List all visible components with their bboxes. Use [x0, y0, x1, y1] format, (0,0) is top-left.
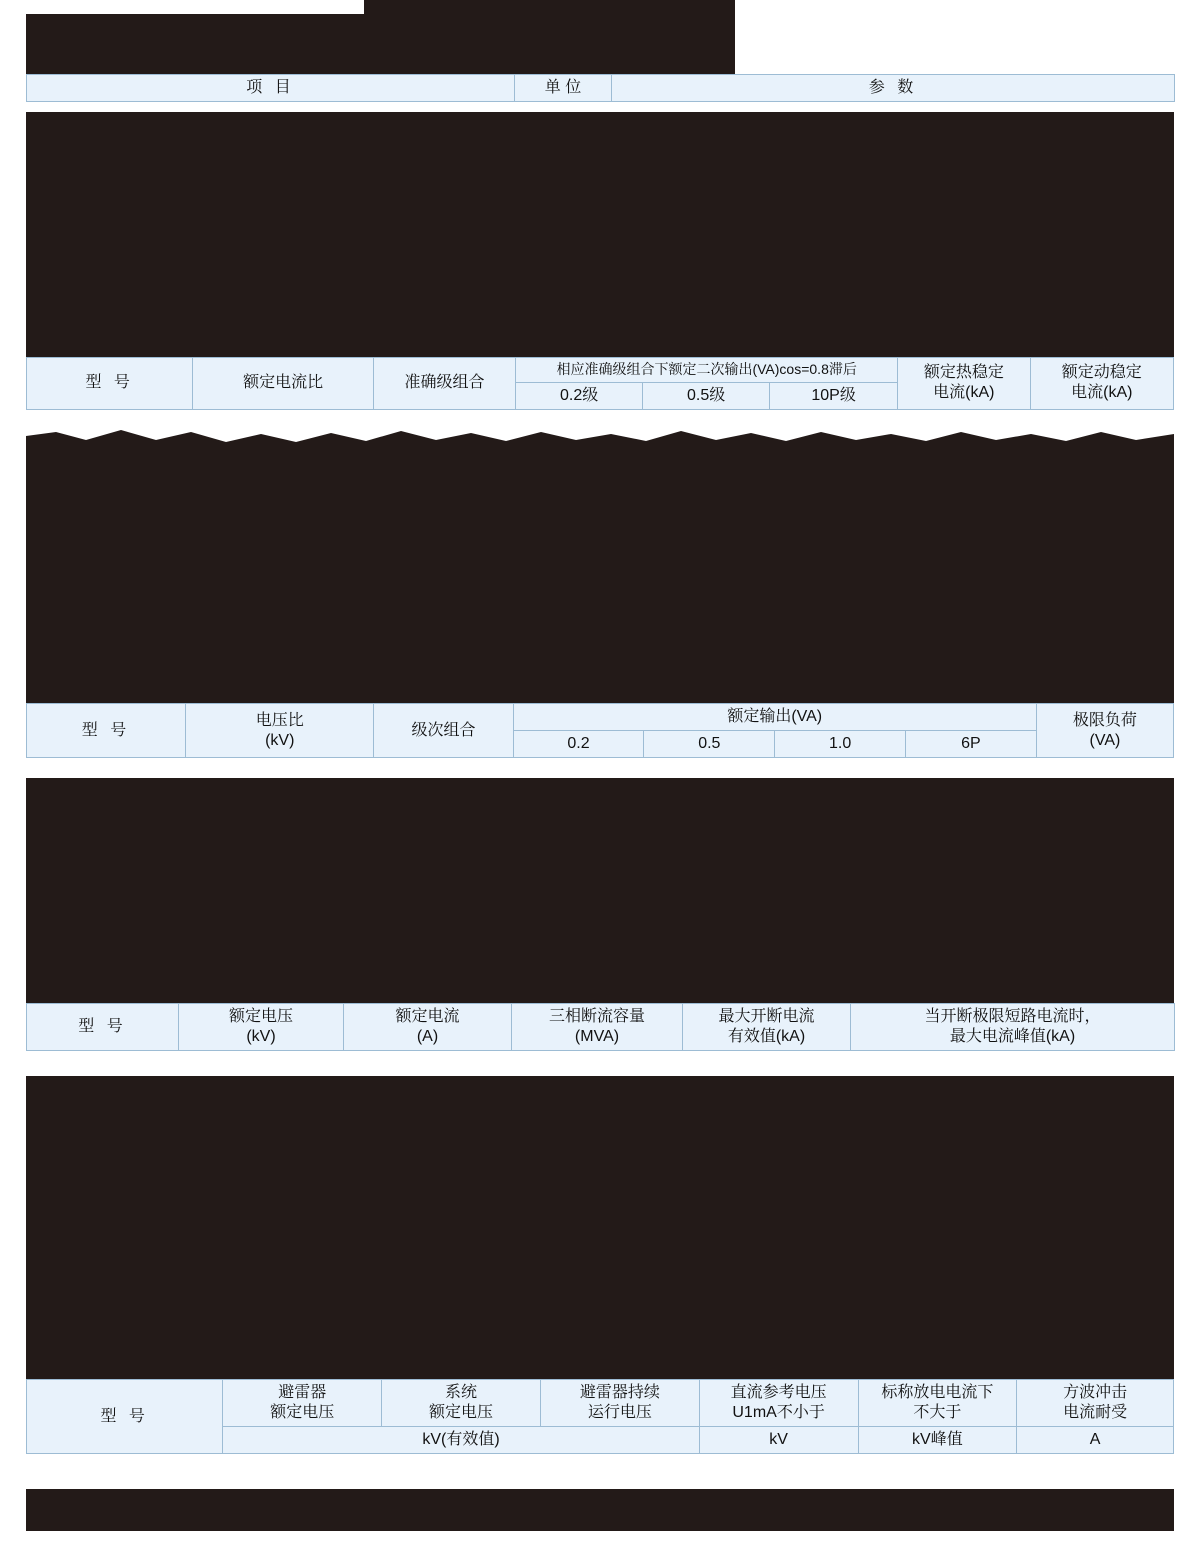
- ct-subheader-10p: 10P级: [770, 382, 898, 409]
- breaker-header-peak-current-line2: 最大电流峰值(kA): [949, 1028, 1076, 1045]
- redacted-jagged-edge: [26, 428, 1174, 446]
- header-cell-param: 参 数: [612, 75, 1175, 102]
- arrester-header-continuous-voltage-line1: 避雷器持续: [579, 1384, 660, 1401]
- ct-header-thermal-line2: 电流(kA): [933, 384, 995, 402]
- table-row: [27, 1004, 1175, 1051]
- arrester-header-continuous-voltage: [540, 1380, 699, 1427]
- breaker-table: [26, 1003, 1175, 1051]
- ct-header-accuracy-combo: 准确级组合: [373, 358, 515, 410]
- arrester-header-rated-voltage: [223, 1380, 382, 1427]
- vt-header-limit-line1: 极限负荷: [1072, 711, 1137, 729]
- arrester-header-system-voltage-line2: 额定电压: [429, 1404, 494, 1421]
- ct-header-thermal: [898, 358, 1030, 410]
- vt-subheader-1-0: 1.0: [775, 731, 906, 758]
- arrester-header-rated-voltage-line1: 避雷器: [278, 1384, 327, 1401]
- breaker-header-capacity-line1: 三相断流容量: [548, 1008, 645, 1025]
- arrester-header-discharge-current: [858, 1380, 1017, 1427]
- arrester-header-dc-reference: [699, 1380, 858, 1427]
- breaker-header-capacity-line2: (MVA): [574, 1028, 620, 1045]
- arrester-header-dc-reference-line2: U1mA不小于: [732, 1404, 825, 1421]
- header-cell-item: 项 目: [27, 75, 515, 102]
- arrester-unit-kv-rms: kV(有效值): [223, 1427, 699, 1454]
- breaker-header-peak-current-line1: 当开断极限短路电流时，: [924, 1008, 1101, 1025]
- table-row: [27, 1380, 1174, 1427]
- jagged-edge-shape: [26, 428, 1174, 446]
- vt-header-limit: [1036, 704, 1173, 758]
- redacted-block-top-2: [364, 0, 735, 16]
- vt-header-output-group: 额定输出(VA): [513, 704, 1036, 731]
- redacted-block-ct-body: [26, 444, 1174, 703]
- arrester-header-square-wave-line2: 电流耐受: [1063, 1404, 1128, 1421]
- breaker-header-voltage-line1: 额定电压: [228, 1008, 293, 1025]
- ct-header-dynamic-line1: 额定动稳定: [1061, 364, 1142, 382]
- breaker-header-model: [27, 1004, 179, 1051]
- table-row: [27, 704, 1174, 731]
- arrester-header-model: 型 号: [27, 1380, 223, 1454]
- voltage-transformer-table: [26, 703, 1174, 758]
- table-row: [27, 75, 1175, 102]
- breaker-header-current-line2: (A): [416, 1028, 439, 1045]
- arrester-header-system-voltage-line1: 系统: [445, 1384, 478, 1401]
- arrester-header-discharge-current-line1: 标称放电电流下: [881, 1384, 994, 1401]
- ct-header-dynamic-line2: 电流(kA): [1071, 384, 1133, 402]
- vt-subheader-6p: 6P: [906, 731, 1037, 758]
- arrester-unit-kv: kV: [699, 1427, 858, 1454]
- redacted-block-arrester-body: [26, 1489, 1174, 1531]
- redacted-block-breaker-body: [26, 1076, 1174, 1379]
- vt-header-model: 型 号: [27, 704, 186, 758]
- arrester-header-square-wave-line1: 方波冲击: [1063, 1384, 1128, 1401]
- breaker-header-breaking-current-line2: 有效值(kA): [727, 1028, 806, 1045]
- arrester-header-square-wave: [1017, 1380, 1174, 1427]
- ct-header-output-group: 相应准确级组合下额定二次输出(VA)cos=0.8滞后: [516, 358, 898, 383]
- breaker-header-breaking-current-line1: 最大开断电流: [718, 1008, 815, 1025]
- ct-subheader-0-5: 0.5级: [643, 382, 770, 409]
- arrester-header-system-voltage: [382, 1380, 541, 1427]
- table-row: [27, 358, 1174, 383]
- breaker-header-model-line1: 型 号: [78, 1018, 127, 1035]
- ct-header-dynamic: [1030, 358, 1173, 410]
- arrester-unit-a: A: [1017, 1427, 1174, 1454]
- header-cell-unit: 单 位: [515, 75, 612, 102]
- vt-header-ratio: [186, 704, 374, 758]
- header-table: [26, 74, 1175, 102]
- ct-subheader-0-2: 0.2级: [516, 382, 643, 409]
- arrester-header-discharge-current-line2: 不大于: [913, 1404, 962, 1421]
- ct-header-thermal-line1: 额定热稳定: [923, 364, 1004, 382]
- vt-subheader-0-5: 0.5: [644, 731, 775, 758]
- redacted-block-header-body: [26, 112, 1174, 357]
- breaker-header-current-line1: 额定电流: [395, 1008, 460, 1025]
- arrester-unit-kv-peak: kV峰值: [858, 1427, 1017, 1454]
- arrester-header-rated-voltage-line2: 额定电压: [270, 1404, 335, 1421]
- redacted-block-top: [26, 14, 735, 74]
- arrester-header-dc-reference-line1: 直流参考电压: [730, 1384, 827, 1401]
- breaker-header-voltage-line2: (kV): [246, 1028, 276, 1045]
- breaker-header-breaking-current: [683, 1004, 851, 1051]
- vt-header-class-combo: 级次组合: [374, 704, 513, 758]
- redacted-block-vt-body: [26, 778, 1174, 1003]
- arrester-table: [26, 1379, 1174, 1454]
- ct-header-ratio: 额定电流比: [193, 358, 374, 410]
- vt-header-limit-line2: (VA): [1089, 731, 1121, 749]
- vt-header-ratio-line1: 电压比: [255, 711, 304, 729]
- breaker-header-current: [344, 1004, 512, 1051]
- vt-header-ratio-line2: (kV): [265, 731, 295, 749]
- ct-header-model: 型 号: [27, 358, 193, 410]
- current-transformer-table: [26, 357, 1174, 410]
- breaker-header-voltage: [179, 1004, 344, 1051]
- arrester-header-continuous-voltage-line2: 运行电压: [587, 1404, 652, 1421]
- breaker-header-peak-current: [851, 1004, 1175, 1051]
- breaker-header-capacity: [512, 1004, 683, 1051]
- vt-subheader-0-2: 0.2: [513, 731, 644, 758]
